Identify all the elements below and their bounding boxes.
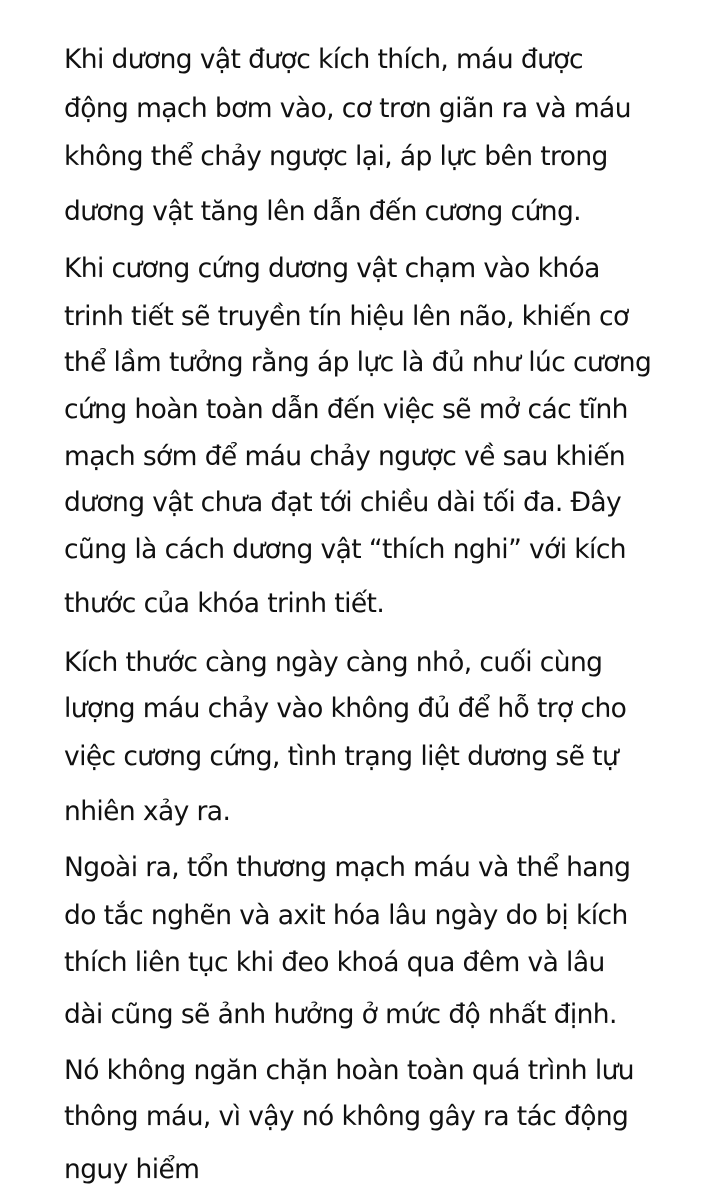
paragraph-5-line-3: nguy hiểm <box>64 1154 200 1185</box>
paragraph-4-line-4: dài cũng sẽ ảnh hưởng ở mức độ nhất định. <box>64 999 617 1030</box>
paragraph-4-line-2: do tắc nghẽn và axit hóa lâu ngày do bị kích <box>64 900 628 931</box>
paragraph-2-line-4: cứng hoàn toàn dẫn đến việc sẽ mở các tĩnh <box>64 394 628 425</box>
paragraph-2-line-2: trinh tiết sẽ truyền tín hiệu lên não, khiến cơ <box>64 301 629 332</box>
paragraph-3-line-1: Kích thước càng ngày càng nhỏ, cuối cùng <box>64 647 603 678</box>
paragraph-2-line-8: thước của khóa trinh tiết. <box>64 588 385 619</box>
paragraph-1-line-3: không thể chảy ngược lại, áp lực bên trong <box>64 141 608 172</box>
paragraph-5-line-2: thông máu, vì vậy nó không gây ra tác động <box>64 1101 629 1132</box>
paragraph-3-line-2: lượng máu chảy vào không đủ để hỗ trợ cho <box>64 693 627 724</box>
paragraph-1-line-1: Khi dương vật được kích thích, máu được <box>64 44 583 75</box>
paragraph-2-line-6: dương vật chưa đạt tới chiều dài tối đa. Đây <box>64 487 622 518</box>
paragraph-2-line-3: thể lầm tưởng rằng áp lực là đủ như lúc cương <box>64 347 652 378</box>
paragraph-1-line-4: dương vật tăng lên dẫn đến cương cứng. <box>64 196 582 227</box>
paragraph-5-line-1: Nó không ngăn chặn hoàn toàn quá trình lưu <box>64 1055 634 1086</box>
paragraph-4-line-3: thích liên tục khi đeo khoá qua đêm và lâu <box>64 947 605 978</box>
paragraph-3-line-4: nhiên xảy ra. <box>64 796 231 827</box>
paragraph-2-line-1: Khi cương cứng dương vật chạm vào khóa <box>64 253 600 284</box>
paragraph-2-line-5: mạch sớm để máu chảy ngược về sau khiến <box>64 441 626 472</box>
paragraph-1-line-2: động mạch bơm vào, cơ trơn giãn ra và máu <box>64 93 631 124</box>
paragraph-2-line-7: cũng là cách dương vật “thích nghi” với kích <box>64 534 626 565</box>
paragraph-3-line-3: việc cương cứng, tình trạng liệt dương sẽ tự <box>64 741 619 772</box>
paragraph-4-line-1: Ngoài ra, tổn thương mạch máu và thể hang <box>64 852 631 883</box>
